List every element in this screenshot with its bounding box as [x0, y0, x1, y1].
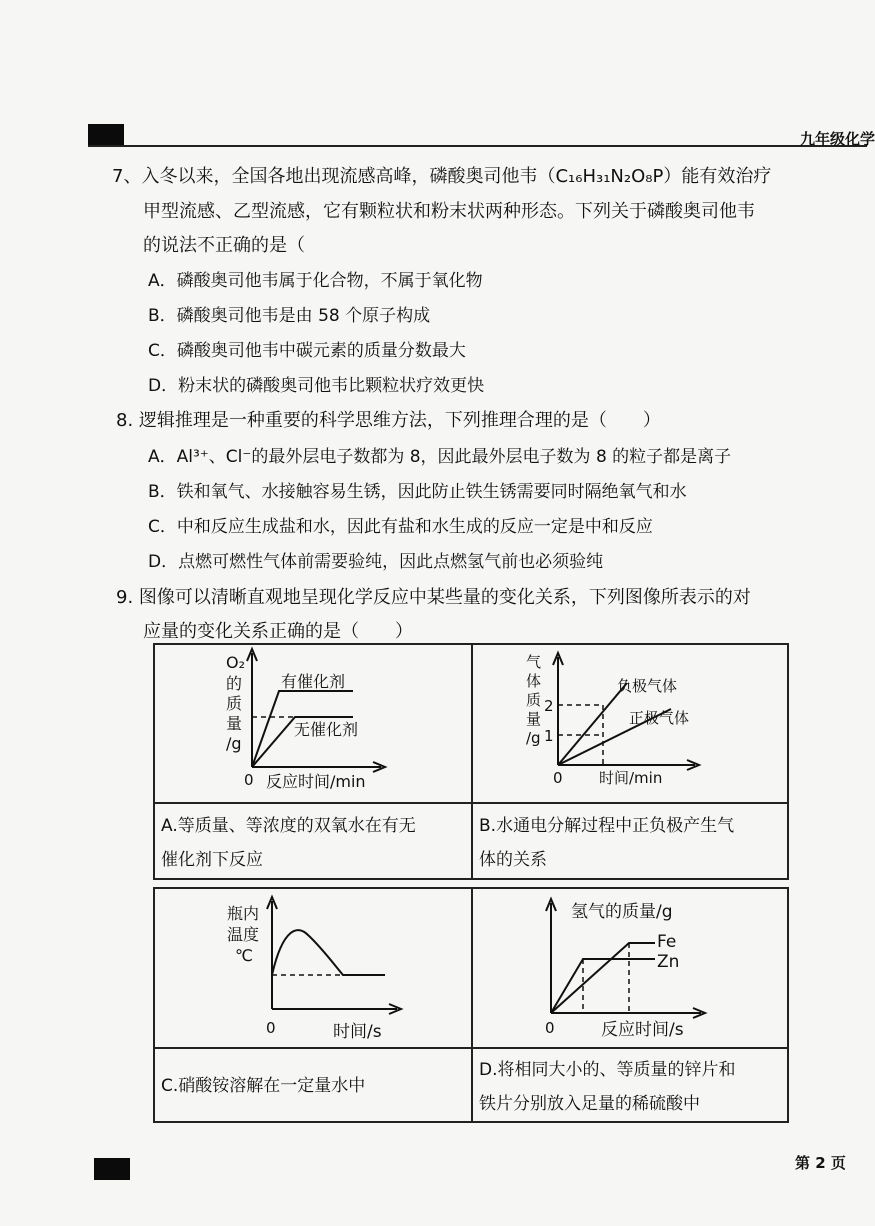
caption-line: 铁片分别放入足量的稀硫酸中 — [479, 1094, 700, 1114]
caption-line: A.等质量、等浓度的双氧水在有无 — [161, 816, 416, 836]
caption-line: D.将相同大小的、等质量的锌片和 — [479, 1060, 736, 1080]
x-axis-arrow-icon — [551, 1008, 705, 1018]
y-label-line: 的 — [226, 674, 243, 693]
figure-table — [153, 643, 789, 1123]
y-label-line: /g — [526, 729, 541, 747]
origin-label: 0 — [553, 769, 563, 787]
caption-line: B.水通电分解过程中正负极产生气 — [479, 816, 735, 836]
y-tick-label: 2 — [544, 697, 554, 715]
x-axis-label: 反应时间/s — [601, 1020, 684, 1040]
q7-option-c: C．磷酸奥司他韦中碳元素的质量分数最大 — [148, 341, 466, 361]
x-axis-arrow-icon — [252, 762, 385, 772]
y-label-line: /g — [226, 734, 242, 753]
x-axis-label: 时间/min — [599, 769, 663, 787]
y-axis-label: 氢气的质量/g — [571, 902, 673, 922]
question-number: 8. — [116, 410, 134, 431]
y-label-line: 量 — [226, 714, 243, 733]
y-label-line: 瓶内 — [227, 904, 260, 923]
origin-label: 0 — [266, 1019, 276, 1037]
page-number: 第 2 页 — [795, 1154, 846, 1172]
question-number: 7、 — [112, 166, 142, 187]
series-label-negative: 负极气体 — [617, 677, 678, 695]
y-label-line: O₂ — [226, 653, 246, 672]
caption-line: 催化剂下反应 — [161, 850, 263, 870]
q8-option-a: A．Al³⁺、Cl⁻的最外层电子数都为 8，因此最外层电子数为 8 的粒子都是离子 — [148, 447, 732, 467]
question-text: 图像可以清晰直观地呈现化学反应中某些量的变化关系，下列图像所表示的对 — [138, 587, 751, 608]
y-label-line: 温度 — [227, 925, 260, 944]
origin-label: 0 — [545, 1019, 555, 1037]
q7-option-a: A．磷酸奥司他韦属于化合物，不属于氧化物 — [148, 271, 483, 291]
y-label-line: 质 — [226, 694, 243, 713]
series-label-positive: 正极气体 — [629, 709, 690, 727]
caption-d — [479, 1053, 787, 1121]
question-text: 入冬以来，全国各地出现流感高峰，磷酸奥司他韦（C₁₆H₃₁N₂O₈P）能有效治疗 — [141, 166, 772, 187]
graph-b — [471, 643, 789, 803]
question-7 — [112, 166, 771, 188]
question-number: 9. — [116, 587, 134, 608]
header-title: 九年级化学 — [800, 130, 875, 148]
y-axis-arrow-icon — [267, 897, 277, 1009]
footer-black-mark — [94, 1158, 130, 1180]
q7-option-b: B．磷酸奥司他韦是由 58 个原子构成 — [148, 306, 431, 326]
series-label-fe: Fe — [657, 932, 677, 952]
question-9-line2: 应量的变化关系正确的是（ ） — [143, 621, 413, 642]
series-label-with-catalyst: 有催化剂 — [281, 672, 346, 691]
y-axis-arrow-icon — [546, 899, 556, 1013]
y-axis-arrow-icon — [553, 653, 563, 765]
curve-fe — [551, 943, 655, 1013]
question-7-line3: 的说法不正确的是（ — [143, 235, 305, 256]
y-label-line: 体 — [526, 672, 542, 690]
q8-option-b: B．铁和氧气、水接触容易生锈，因此防止铁生锈需要同时隔绝氧气和水 — [148, 482, 687, 502]
caption-line: C.硝酸铵溶解在一定量水中 — [161, 1076, 366, 1096]
y-tick-label: 1 — [544, 727, 554, 745]
question-7-line2: 甲型流感、乙型流感，它有颗粒状和粉末状两种形态。下列关于磷酸奥司他韦 — [143, 201, 755, 222]
x-axis-label: 反应时间/min — [266, 772, 366, 791]
y-label-line: 质 — [526, 691, 542, 709]
y-label-line: ℃ — [235, 946, 253, 965]
caption-line: 体的关系 — [479, 850, 547, 870]
question-8 — [116, 410, 661, 432]
header-black-mark — [88, 124, 124, 146]
caption-a — [161, 809, 471, 877]
graph-c — [153, 887, 473, 1047]
series-label-without-catalyst: 无催化剂 — [294, 720, 359, 739]
q8-option-d: D．点燃可燃性气体前需要验纯，因此点燃氢气前也必须验纯 — [148, 552, 604, 572]
question-9 — [116, 587, 751, 609]
y-axis-arrow-icon — [247, 649, 257, 767]
question-text: 逻辑推理是一种重要的科学思维方法，下列推理合理的是（ ） — [138, 410, 661, 431]
x-axis-label: 时间/s — [333, 1022, 382, 1042]
header-rule — [88, 145, 867, 147]
caption-b — [479, 809, 787, 877]
graph-d — [471, 887, 789, 1047]
curve-negative-electrode — [558, 683, 627, 765]
graph-a — [153, 643, 473, 803]
q8-option-c: C．中和反应生成盐和水，因此有盐和水生成的反应一定是中和反应 — [148, 517, 653, 537]
y-label-line: 气 — [526, 653, 542, 671]
series-label-zn: Zn — [657, 952, 680, 972]
q7-option-d: D．粉末状的磷酸奥司他韦比颗粒状疗效更快 — [148, 376, 485, 396]
y-label-line: 量 — [526, 710, 542, 728]
x-axis-arrow-icon — [272, 1004, 401, 1014]
origin-label: 0 — [244, 771, 254, 789]
temperature-curve — [272, 930, 385, 975]
caption-c — [161, 1069, 471, 1103]
